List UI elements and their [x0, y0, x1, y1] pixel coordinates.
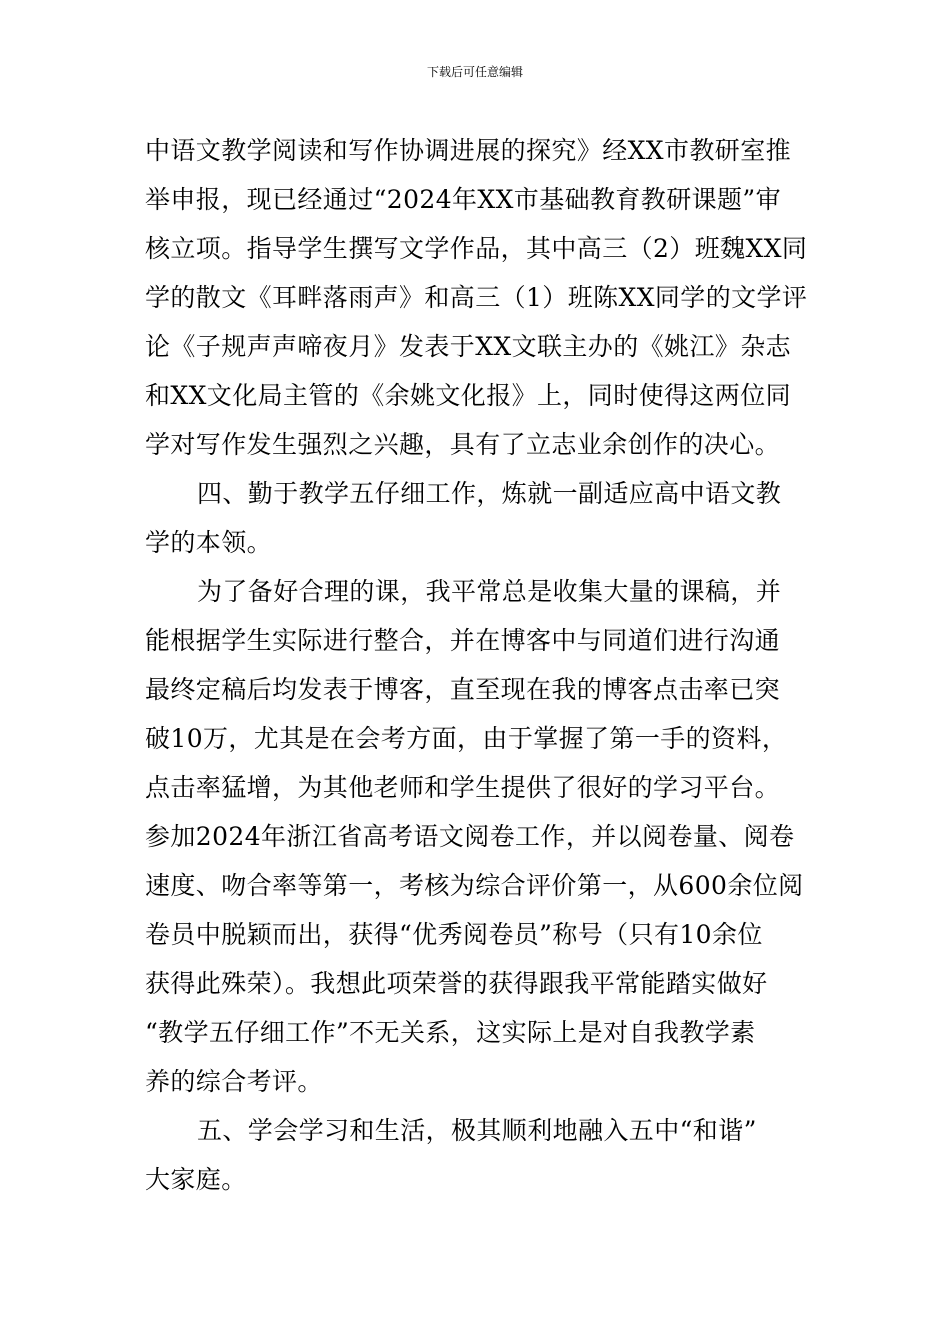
text-line: 养的综合考评。: [145, 1067, 323, 1096]
text-line: 和XX文化局主管的《余姚文化报》上，同时使得这两位同: [145, 381, 791, 410]
text-line: 速度、吻合率等第一，考核为综合评价第一，从600余位阅: [145, 871, 804, 900]
text-line: 卷员中脱颖而出，获得“优秀阅卷员”称号（只有10余位: [145, 920, 763, 949]
text-line: 大家庭。: [145, 1165, 247, 1194]
section-heading-four: 四、勤于教学五仔细工作，炼就一副适应高中语文教: [197, 479, 782, 508]
text-line: 核立项。指导学生撰写文学作品，其中高三（2）班魏XX同: [145, 234, 808, 263]
text-line: “教学五仔细工作”不无关系，这实际上是对自我教学素: [145, 1018, 756, 1047]
page-header: 下载后可任意编辑: [426, 65, 523, 79]
text-line: 中语文教学阅读和写作协调进展的探究》经XX市教研室推: [145, 136, 791, 165]
text-line: 最终定稿后均发表于博客，直至现在我的博客点击率已突: [145, 675, 781, 704]
text-line: 点击率猛增，为其他老师和学生提供了很好的学习平台。: [145, 773, 781, 802]
text-line: 举申报，现已经通过“2024年XX市基础教育教研课题”审: [145, 185, 781, 214]
text-line: 论《子规声声啼夜月》发表于XX文联主办的《姚江》杂志: [145, 332, 791, 361]
document-body: [145, 126, 810, 1204]
text-line: 学对写作发生强烈之兴趣，具有了立志业余创作的决心。: [145, 430, 781, 459]
paragraph-start: 为了备好合理的课，我平常总是收集大量的课稿，并: [197, 577, 782, 606]
text-line: 能根据学生实际进行整合，并在博客中与同道们进行沟通: [145, 626, 781, 655]
text-line: 获得此殊荣）。我想此项荣誉的获得跟我平常能踏实做好: [145, 969, 768, 998]
text-line: 参加2024年浙江省高考语文阅卷工作，并以阅卷量、阅卷: [145, 822, 795, 851]
text-line: 破10万，尤其是在会考方面，由于掌握了第一手的资料，: [145, 724, 788, 753]
text-line: 学的本领。: [145, 528, 273, 557]
section-heading-five: 五、学会学习和生活，极其顺利地融入五中“和谐”: [197, 1116, 757, 1145]
text-line: 学的散文《耳畔落雨声》和高三（1）班陈XX同学的文学评: [145, 283, 808, 312]
